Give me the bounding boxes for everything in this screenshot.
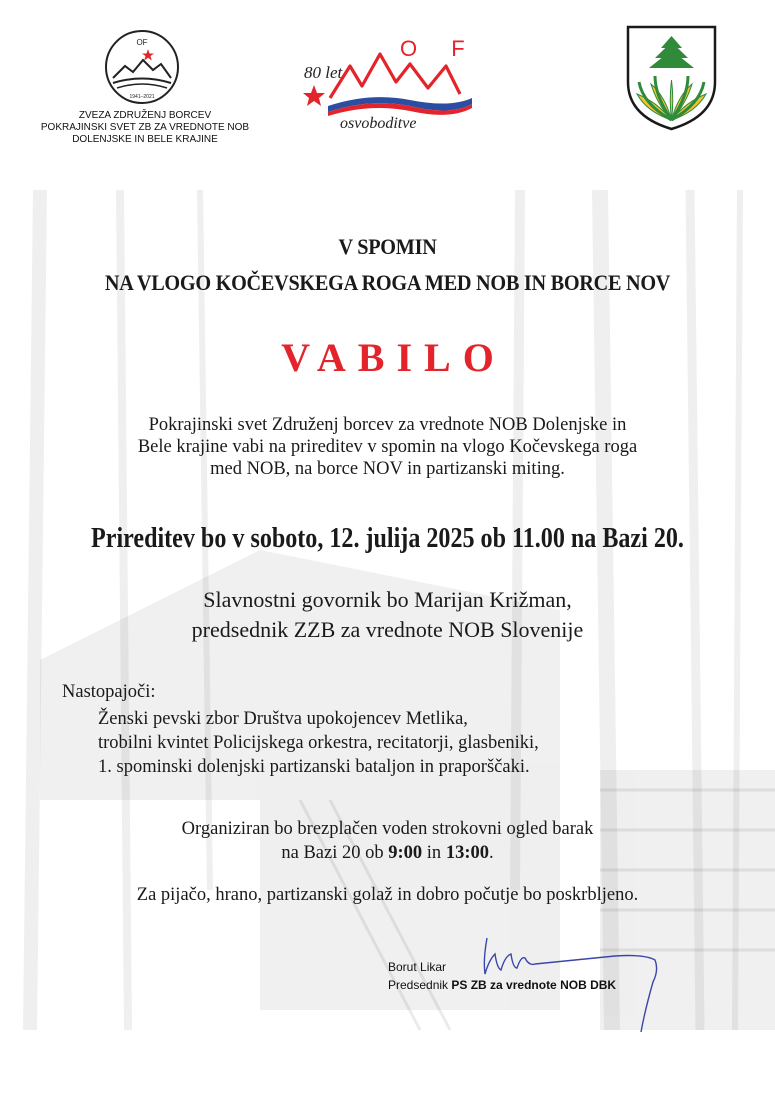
performer-line-1: Ženski pevski zbor Društva upokojencev Metlika, <box>98 709 468 729</box>
guided-tour-line-1: Organiziran bo brezplačen voden strokovni ogled barak <box>181 819 594 839</box>
guided-tour-suffix: . <box>488 843 494 863</box>
org-line-1: ZVEZA ZDRUŽENJ BORCEV <box>78 110 212 121</box>
zzb-of-logo <box>103 28 181 106</box>
red-star-icon <box>303 85 325 106</box>
performers-list <box>98 707 539 779</box>
guided-tour-line-2 <box>0 841 775 865</box>
red-star-icon <box>142 49 154 61</box>
event-date-line: Prireditev bo v soboto, 12. julija 2025 ob 11.00 na Bazi 20. <box>91 523 684 554</box>
performer-line-3: 1. spominski dolenjski partizanski bataljon in praporščaki. <box>98 757 530 777</box>
organization-name <box>15 110 275 146</box>
intro-line-2: Bele krajine vabi na prireditev v spomin na vlogo Kočevskega roga <box>137 437 638 457</box>
speaker-line-2: predsednik ZZB za vrednote NOB Slovenije <box>191 617 584 642</box>
mid-logo-letters: O F <box>400 36 479 61</box>
left-logo-letters: OF <box>136 38 148 47</box>
guided-tour-prefix: na Bazi 20 ob <box>281 843 389 863</box>
mid-logo-years: 80 let <box>304 63 343 82</box>
invitation-heading: VABILO <box>281 335 506 380</box>
org-line-3: DOLENJSKE IN BELE KRAJINE <box>72 134 218 145</box>
handwritten-signature <box>455 930 685 1035</box>
performers-label: Nastopajoči: <box>62 682 156 702</box>
title-line-1: V SPOMIN <box>338 234 437 259</box>
signatory-title-bold: PS ZB za vrednote NOB DBK <box>451 978 617 992</box>
mid-logo-word: osvoboditve <box>340 115 417 132</box>
speaker-line-1: Slavnostni govornik bo Marijan Križman, <box>203 587 572 612</box>
guided-tour-notice <box>0 817 775 865</box>
left-logo-years: 1941–2021 <box>129 94 155 100</box>
80-let-osvoboditve-logo <box>300 36 480 132</box>
tour-time-2: 13:00 <box>445 843 489 863</box>
signatory-title-prefix: Predsednik <box>388 978 452 992</box>
intro-paragraph <box>0 414 775 480</box>
performer-line-2: trobilni kvintet Policijskega orkestra, recitatorji, glasbeniki, <box>98 733 539 753</box>
title-line-2: NA VLOGO KOČEVSKEGA ROGA MED NOB IN BORCE NOV <box>104 270 671 295</box>
signatory-name: Borut Likar <box>388 960 447 974</box>
municipality-coat-of-arms <box>625 24 718 132</box>
tour-time-1: 9:00 <box>388 843 423 863</box>
intro-line-1: Pokrajinski svet Združenj borcev za vrednote NOB Dolenjske in <box>148 415 627 435</box>
guided-tour-middle: in <box>422 843 446 863</box>
intro-line-3: med NOB, na borce NOV in partizanski miting. <box>210 459 565 479</box>
org-line-2: POKRAJINSKI SVET ZB ZA VREDNOTE NOB <box>40 122 250 133</box>
food-notice: Za pijačo, hrano, partizanski golaž in dobro počutje bo poskrbljeno. <box>136 885 639 905</box>
keynote-speaker <box>0 585 775 645</box>
